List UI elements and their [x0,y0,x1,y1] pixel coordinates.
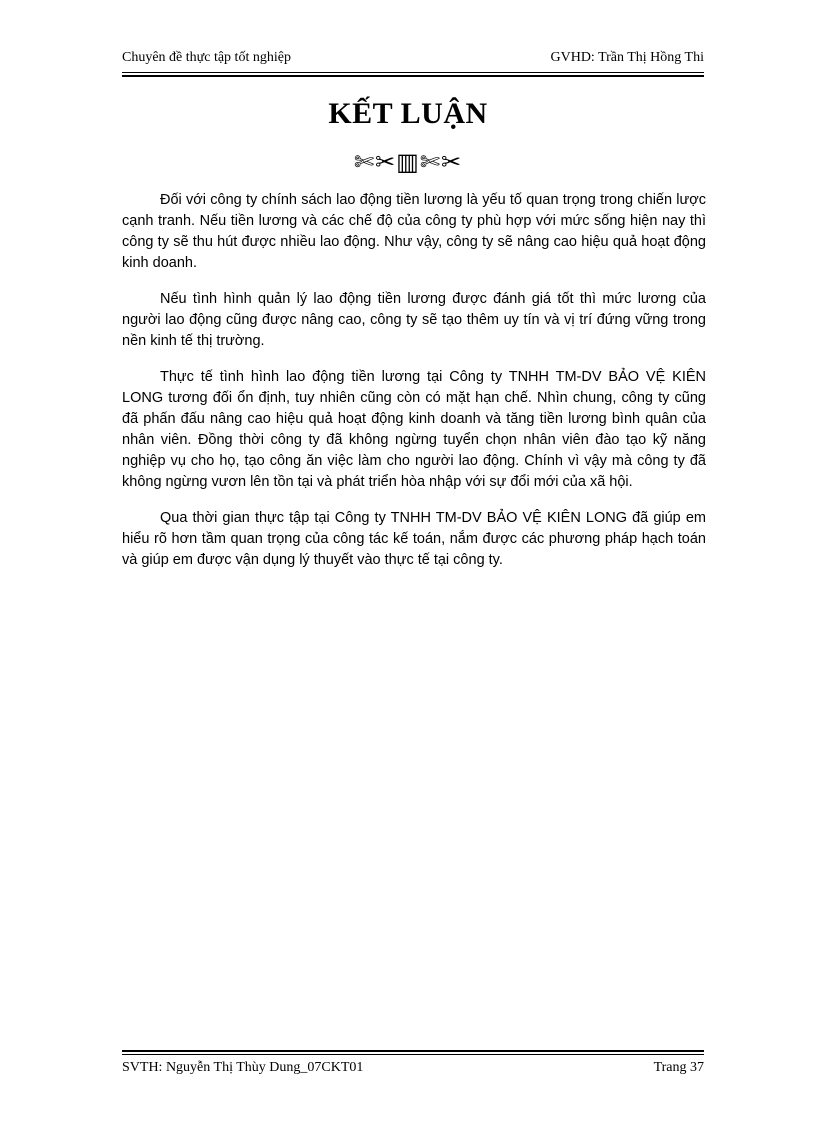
paragraph: Đối với công ty chính sách lao động tiền lương là yếu tố quan trọng trong chiến lược cạnh tranh. Nếu tiền lương và các chế độ của công ty phù hợp với mức sống hiện nay thì công ty sẽ thu hút được nhiều lao động. Như vậy, công ty sẽ nâng cao hiệu quả hoạt động kinh doanh. [122,192,706,271]
paragraph: Qua thời gian thực tập tại Công ty TNHH TM-DV BẢO VỆ KIÊN LONG đã giúp em hiểu rõ hơn tầm quan trọng của công tác kế toán, nắm được các phương pháp hạch toán và giúp em được vận dụng lý thuyết vào thực tế tại công ty. [122,510,706,568]
footer-divider [122,1054,704,1055]
page-header [122,48,704,70]
header-divider [122,72,704,73]
header-advisor: GVHD: Trần Thị Hồng Thi [550,50,704,65]
paragraph: Thực tế tình hình lao động tiền lương tại Công ty TNHH TM-DV BẢO VỆ KIÊN LONG tương đối ổn định, tuy nhiên cũng còn có mặt hạn chế. Nhìn chung, công ty cũng đã phấn đấu nâng cao hiệu quả hoạt động kinh doanh và tăng tiền lương bình quân của nhân viên. Đồng thời công ty đã không ngừng tuyển chọn nhân viên đào tạo kỹ năng nghiệp vụ cho họ, tạo công ăn việc làm cho người lao động. Chính vì vậy mà công ty đã không ngừng vươn lên tồn tại và phát triển hòa nhập với sự đổi mới của xã hội. [122,369,706,490]
ornament-icon: ✄✂▥✄✂ [353,148,463,176]
footer-student: SVTH: Nguyễn Thị Thùy Dung_07CKT01 [122,1060,364,1075]
paragraph: Nếu tình hình quản lý lao động tiền lương được đánh giá tốt thì mức lương của người lao động cũng được nâng cao, công ty sẽ tạo thêm uy tín và vị trí đứng vững trong nền kinh tế thị trường. [122,291,706,349]
page-footer [122,1060,704,1082]
header-topic: Chuyên đề thực tập tốt nghiệp [122,50,291,65]
header-divider-thick [122,75,704,77]
page-title: KẾT LUẬN [328,97,488,130]
footer-divider-thick [122,1050,704,1052]
page-number: Trang 37 [653,1060,704,1075]
body-text [122,190,706,586]
